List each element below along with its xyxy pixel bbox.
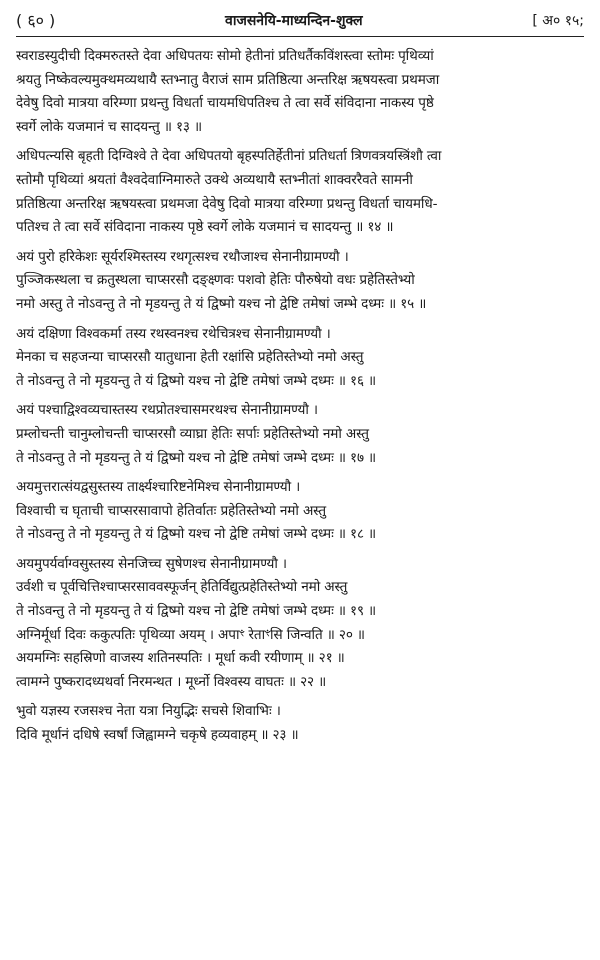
verse-line: अयं पुरो हरिकेशः सूर्यरश्मिस्तस्य रथगृत्सश्च रथौजाश्च सेनानीग्रामण्यौ । (16, 248, 349, 265)
verse-line: देवेषु दिवो मात्रया वरिम्णा प्रथन्तु विधर्ता चायमधिपतिश्च ते त्वा सर्वे संविदाना नाकस्य पृष्ठे (16, 95, 434, 112)
verse-block (16, 553, 584, 695)
verse-line: अयमुत्तरात्संयद्वसुस्तस्य तार्क्ष्यश्चारिष्टनेमिश्च सेनानीग्रामण्यौ । (16, 479, 301, 496)
verse-line: पुञ्जिकस्थला च क्रतुस्थला चाप्सरसौ दङ्क्ष्णवः पशवो हेतिः पौरुषेयो वधः प्रहेतिस्तेभ्यो (16, 272, 415, 289)
page-header (16, 6, 584, 34)
verse-line: विश्वाची च घृताची चाप्सरसावापो हेतिर्वातः प्रहेतिस्तेभ्यो नमो अस्तु (16, 502, 326, 519)
verse-line: अयमुपर्यर्वाग्वसुस्तस्य सेनजिच्च सुषेणश्च सेनानीग्रामण्यौ । (16, 555, 287, 572)
verse-line: नमो अस्तु ते नोऽवन्तु ते नो मृडयन्तु ते यं द्विष्मो यश्च नो द्वेष्टि तमेषां जम्भे दध्मः ॥ १५ ॥ (16, 295, 427, 312)
verse-line: अयं पश्चाद्विश्वव्यचास्तस्य रथप्रोतश्चासमरथश्च सेनानीग्रामण्यौ । (16, 402, 318, 419)
verse-line: अग्निर्मूर्धा दिवः ककुत्पतिः पृथिव्या अयम् । अपाꣳ रेताꣳसि जिन्वति ॥ २० ॥ (16, 626, 365, 643)
verse-line: उर्वशी च पूर्वचित्तिश्चाप्सरसाववस्फूर्जन् हेतिर्विद्युत्प्रहेतिस्तेभ्यो नमो अस्तु (16, 579, 348, 596)
verse-block (16, 246, 584, 317)
verse-line: प्रतिष्ठित्या अन्तरिक्ष ऋषयस्त्वा प्रथमजा देवेषु दिवो मात्रया वरिम्णा प्रथन्तु विधर्ता चायमधि- (16, 195, 438, 212)
verse-body (16, 45, 584, 748)
verse-line: प्रम्लोचन्ती चानुम्लोचन्ती चाप्सरसौ व्याघ्रा हेतिः सर्पाः प्रहेतिस्तेभ्यो नमो अस्तु (16, 425, 369, 442)
verse-block (16, 45, 584, 139)
verse-line: पतिश्च ते त्वा सर्वे संविदाना नाकस्य पृष्ठे स्वर्गे लोके यजमानं च सादयन्तु ॥ १४ ॥ (16, 219, 394, 236)
verse-line: मेनका च सहजन्या चाप्सरसौ यातुधाना हेती रक्षांसि प्रहेतिस्तेभ्यो नमो अस्तु (16, 349, 364, 366)
verse-block (16, 700, 584, 747)
chapter-reference: [ अ० १५; (532, 12, 584, 29)
verse-line: अयं दक्षिणा विश्वकर्मा तस्य रथस्वनश्च रथेचित्रश्च सेनानीग्रामण्यौ । (16, 325, 331, 342)
verse-line: ते नोऽवन्तु ते नो मृडयन्तु ते यं द्विष्मो यश्च नो द्वेष्टि तमेषां जम्भे दध्मः ॥ १९ ॥ (16, 603, 377, 620)
running-title: वाजसनेयि-माध्यन्दिन-शुक्ल (225, 12, 363, 29)
verse-line: अधिपत्न्यसि बृहती दिग्विश्वे ते देवा अधिपतयो बृहस्पतिर्हेतीनां प्रतिधर्ता त्रिणवत्रयस्त्रिंशौ त्वा (16, 148, 442, 165)
verse-line: स्वर्गे लोके यजमानं च सादयन्तु ॥ १३ ॥ (16, 118, 202, 135)
verse-line: स्वराडस्युदीची दिक्मरुतस्ते देवा अधिपतयः सोमो हेतीनां प्रतिधर्तैकविंशस्त्वा स्तोमः पृथिव्यां (16, 48, 434, 64)
verse-line: ते नोऽवन्तु ते नो मृडयन्तु ते यं द्विष्मो यश्च नो द्वेष्टि तमेषां जम्भे दध्मः ॥ १६ ॥ (16, 372, 377, 389)
verse-line: त्वामग्ने पुष्करादध्यथर्वा निरमन्थत । मूर्ध्नो विश्वस्य वाघतः ॥ २२ ॥ (16, 673, 327, 690)
verse-line: श्रयतु निष्केवल्यमुक्थमव्यथायै स्तभ्नातु वैराजं साम प्रतिष्ठित्या अन्तरिक्ष ऋषयस्त्वा प्रथमजा (16, 71, 440, 88)
verse-line: ते नोऽवन्तु ते नो मृडयन्तु ते यं द्विष्मो यश्च नो द्वेष्टि तमेषां जम्भे दध्मः ॥ १८ ॥ (16, 526, 377, 543)
verse-block (16, 399, 584, 470)
verse-block (16, 145, 584, 239)
verse-line: ते नोऽवन्तु ते नो मृडयन्तु ते यं द्विष्मो यश्च नो द्वेष्टि तमेषां जम्भे दध्मः ॥ १७ ॥ (16, 449, 377, 466)
verse-block (16, 323, 584, 394)
verse-line: दिवि मूर्धानं दधिषे स्वर्षां जिह्वामग्ने चकृषे हव्यवाहम् ॥ २३ ॥ (16, 727, 299, 744)
verse-line: अयमग्निः सहस्रिणो वाजस्य शतिनस्पतिः । मूर्धा कवी रयीणाम् ॥ २१ ॥ (16, 650, 345, 667)
verse-line: स्तोमौ पृथिव्यां श्रयतां वैश्वदेवाग्निमारुते उक्थे अव्यथायै स्तभ्नीतां शाक्वररैवते सामनी (16, 171, 413, 188)
header-rule (16, 36, 584, 37)
verse-line: भुवो यज्ञस्य रजसश्च नेता यत्रा नियुद्भिः सचसे शिवाभिः । (16, 703, 281, 720)
page-number: ( ६० ) (16, 11, 56, 30)
verse-block (16, 476, 584, 547)
